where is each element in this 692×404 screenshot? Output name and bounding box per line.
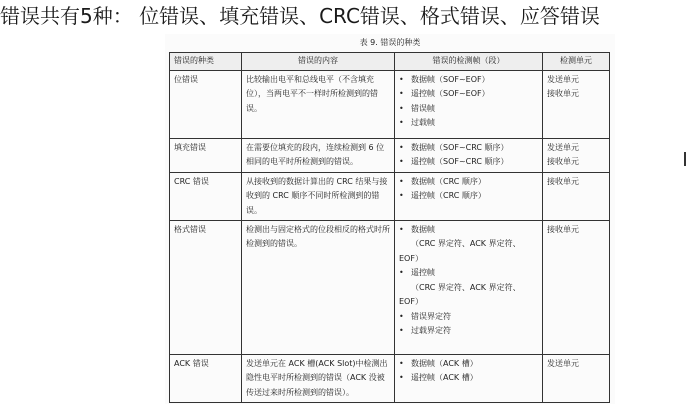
frame-item: • 遥控帧（CRC 顺序） — [399, 189, 538, 204]
frame-item: • 错误界定符 — [399, 310, 538, 325]
header-error-type: 错误的种类 — [170, 53, 242, 71]
cell-error-type: ACK 错误 — [170, 354, 242, 402]
frame-item: • 数据帧 — [399, 223, 538, 238]
frame-item: • 数据帧（CRC 顺序） — [399, 175, 538, 190]
cell-error-type: 格式错误 — [170, 220, 242, 354]
cell-detection-units — [543, 354, 610, 402]
frame-item: • 过载界定符 — [399, 324, 538, 339]
table-row-form-error — [170, 220, 610, 354]
cell-error-content: 比较输出电平和总线电平（不含填充位），当两电平不一样时所检测到的错误。 — [242, 70, 395, 138]
table-row-stuff-error — [170, 138, 610, 172]
cell-detection-frames — [395, 220, 543, 354]
unit-item: 发送单元 — [547, 74, 579, 84]
unit-item: 接收单元 — [547, 176, 579, 186]
cell-error-content: 从接收到的数据计算出的 CRC 结果与接收到的 CRC 顺序不同时所检测到的错误。 — [242, 172, 395, 220]
header-error-content: 错误的内容 — [242, 53, 395, 71]
cell-error-content: 在需要位填充的段内，连续检测到 6 位相同的电平时所检测到的错误。 — [242, 138, 395, 172]
table-row-bit-error — [170, 70, 610, 138]
cell-detection-frames — [395, 354, 543, 402]
frame-item-detail: （CRC 界定符、ACK 界定符、 — [411, 239, 521, 248]
table-row-crc-error — [170, 172, 610, 220]
unit-item: 接收单元 — [547, 224, 579, 234]
frame-item: • 错误帧 — [399, 102, 538, 117]
frame-item: • 遥控帧（SOF~CRC 顺序） — [399, 155, 538, 170]
header-detection-unit: 检测单元 — [543, 53, 610, 71]
table-caption: 表 9. 错误的种类 — [359, 38, 421, 47]
cell-detection-units — [543, 70, 610, 138]
cell-error-type: 位错误 — [170, 70, 242, 138]
table-header-row — [170, 53, 610, 71]
frame-item-detail: EOF） — [399, 253, 423, 263]
frame-item: • 遥控帧（SOF~EOF） — [399, 87, 538, 102]
unit-item: 接收单元 — [547, 89, 579, 98]
error-types-table — [169, 52, 610, 403]
cell-detection-units — [543, 138, 610, 172]
edge-mark — [684, 152, 686, 166]
cell-error-content: 发送单元在 ACK 槽(ACK Slot)中检测出隐性电平时所检测到的错误（ACK 没被传送过来时所检测到的错误）。 — [242, 354, 395, 402]
frame-item: • 过载帧 — [399, 116, 538, 131]
cell-error-type: CRC 错误 — [170, 172, 242, 220]
cell-detection-units — [543, 220, 610, 354]
cell-error-type: 填充错误 — [170, 138, 242, 172]
frame-item-detail: EOF） — [399, 297, 423, 306]
frame-item-detail: （CRC 界定符、ACK 界定符、 — [411, 282, 521, 292]
unit-item: 发送单元 — [547, 358, 579, 368]
cell-detection-frames — [395, 70, 543, 138]
frame-item: • 数据帧（SOF~CRC 顺序） — [399, 141, 538, 156]
frame-item: • 数据帧（SOF~EOF） — [399, 73, 538, 88]
frame-item: • 数据帧（ACK 槽） — [399, 357, 538, 372]
cell-detection-frames — [395, 138, 543, 172]
page-heading: 错误共有5种： 位错误、填充错误、CRC错误、格式错误、应答错误 — [0, 4, 600, 28]
unit-item: 接收单元 — [547, 157, 579, 166]
frame-item: • 遥控帧 — [399, 266, 538, 281]
cell-error-content: 检测出与固定格式的位段相反的格式时所检测到的错误。 — [242, 220, 395, 354]
table-row-ack-error — [170, 354, 610, 402]
frame-item: • 遥控帧（ACK 槽） — [399, 371, 538, 386]
cell-detection-units — [543, 172, 610, 220]
header-detection-frame: 错误的检测帧（段） — [395, 53, 543, 71]
error-types-table-image — [165, 34, 615, 404]
cell-detection-frames — [395, 172, 543, 220]
unit-item: 发送单元 — [547, 142, 579, 152]
